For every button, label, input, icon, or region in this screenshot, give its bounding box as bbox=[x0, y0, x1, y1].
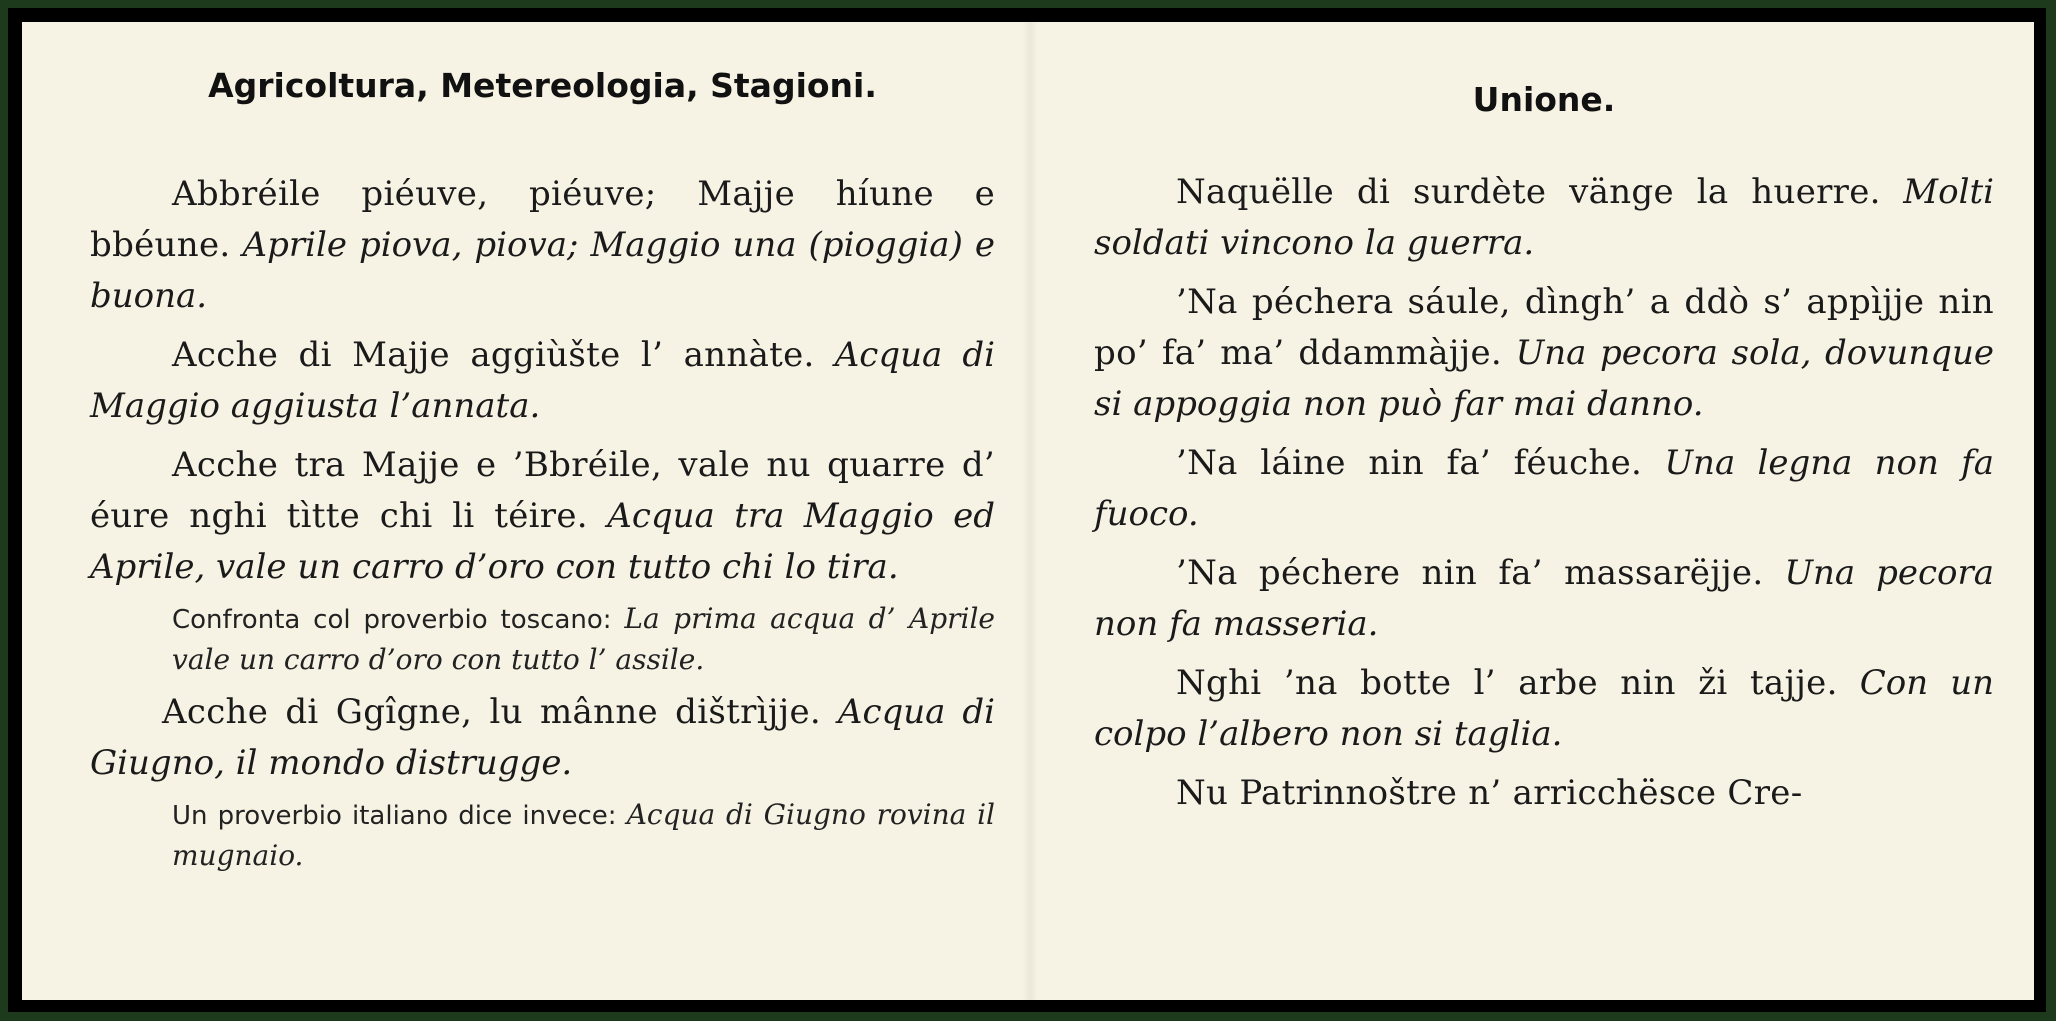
left-column bbox=[90, 22, 995, 883]
italian-translation: Una pecora sola, dovunque si appoggia non può far mai danno. bbox=[1094, 333, 1995, 424]
italian-translation: Aprile piova, piova; Maggio una (pioggia) e buona. bbox=[90, 225, 995, 316]
note-text: Confronta col proverbio toscano: bbox=[172, 605, 612, 635]
proverb-entry bbox=[1094, 768, 1994, 819]
proverb-entry bbox=[1094, 277, 1994, 430]
footnote bbox=[172, 599, 995, 681]
left-section-title: Agricoltura, Metereologia, Stagioni. bbox=[208, 66, 877, 105]
dialect-text: Acche di Majje aggiùšte l’ annàte. bbox=[172, 335, 815, 375]
proverb-entry bbox=[1094, 167, 1994, 269]
page-frame bbox=[8, 8, 2046, 1012]
proverb-entry bbox=[1094, 438, 1994, 540]
proverb-entry bbox=[90, 330, 995, 432]
right-column bbox=[1094, 22, 1994, 819]
footnote bbox=[172, 795, 995, 877]
book-page-spread bbox=[22, 22, 2034, 1000]
proverb-entry bbox=[90, 687, 995, 789]
italian-translation: Una pecora non fa masseria. bbox=[1094, 553, 1995, 644]
italian-translation: Molti soldati vincono la guerra. bbox=[1094, 172, 1994, 263]
proverb-entry bbox=[1094, 548, 1994, 650]
dialect-text: ’Na láine nin fa’ féuche. bbox=[1176, 443, 1643, 483]
italian-translation: Acqua di Giugno, il mondo distrugge. bbox=[90, 692, 995, 783]
note-italian: Acqua di Giugno rovina il mugnaio. bbox=[172, 798, 996, 872]
proverb-entry bbox=[1094, 658, 1994, 760]
dialect-text: Nu Patrinnoštre n’ arricchësce Cre- bbox=[1176, 773, 1803, 813]
dialect-text: Acche tra Majje e ’Bbréile, vale nu quarre d’ éure nghi tìtte chi li téire. bbox=[90, 445, 995, 536]
note-text: Un proverbio italiano dice invece: bbox=[172, 801, 617, 831]
italian-translation: Acqua tra Maggio ed Aprile, vale un carro d’oro con tutto chi lo tira. bbox=[90, 496, 996, 587]
italian-translation: Acqua di Maggio aggiusta l’annata. bbox=[90, 335, 995, 426]
dialect-text: Acche di Ggîgne, lu mânne dištrìjje. bbox=[162, 692, 822, 732]
proverb-entry bbox=[90, 440, 995, 593]
dialect-text: ’Na péchera sáule, dìngh’ a ddò s’ appìjje nin po’ fa’ ma’ ddammàjje. bbox=[1094, 282, 1994, 373]
dialect-text: ’Na péchere nin fa’ massarëjje. bbox=[1176, 553, 1764, 593]
page-fold bbox=[1022, 22, 1038, 1000]
dialect-text: Abbréile piéuve, piéuve; Majje híune e bbéune. bbox=[90, 174, 995, 265]
italian-translation: Con un colpo l’albero non si taglia. bbox=[1094, 663, 1995, 754]
dialect-text: Naquëlle di surdète vänge la huerre. bbox=[1176, 172, 1881, 212]
right-section-title: Unione. bbox=[1472, 80, 1616, 119]
dialect-text: Nghi ’na botte l’ arbe nin ži tajje. bbox=[1176, 663, 1838, 703]
note-italian: La prima acqua d’ Aprile vale un carro d’oro con tutto l’ assile. bbox=[172, 602, 995, 676]
proverb-entry bbox=[90, 169, 995, 322]
italian-translation: Una legna non fa fuoco. bbox=[1094, 443, 1994, 534]
